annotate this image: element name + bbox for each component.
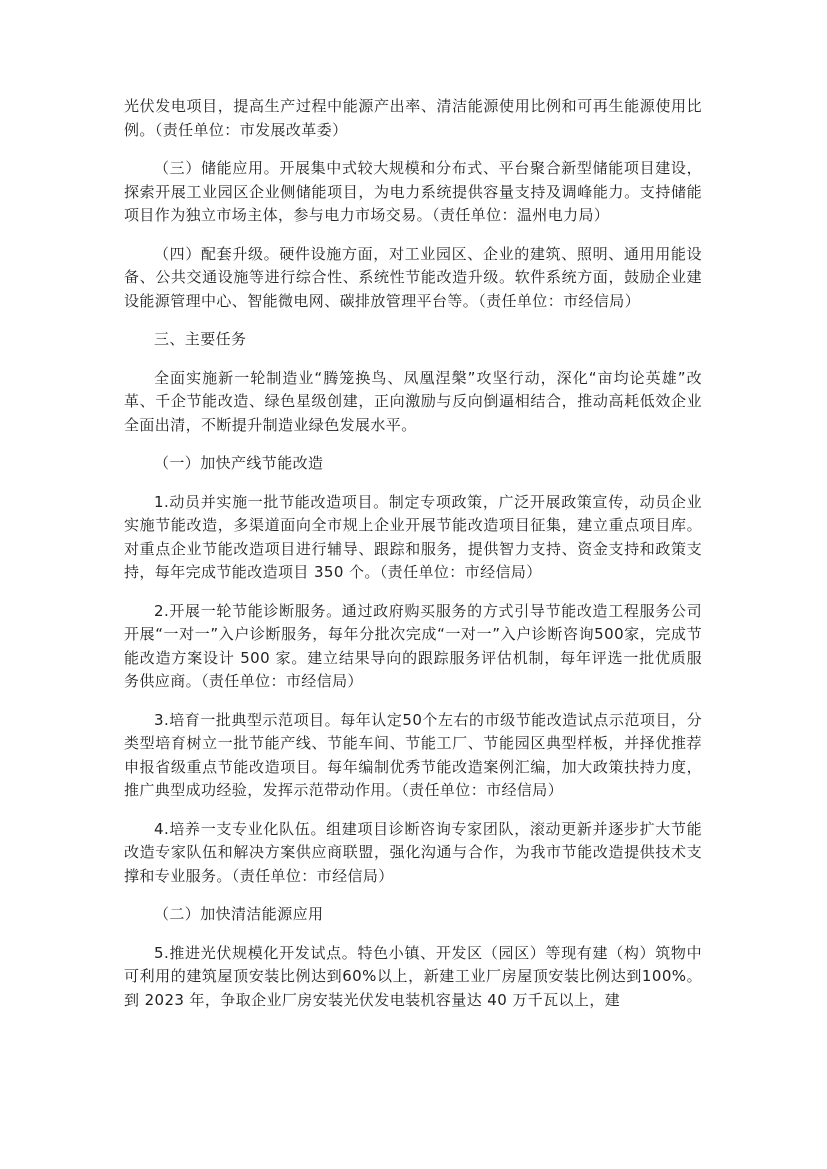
paragraph-item-3: 3.培育一批典型示范项目。每年认定50个左右的市级节能改造试点示范项目，分类型培育树立一批节能产线、节能车间、节能工厂、节能园区典型样板，并择优推荐申报省级重点节能改造项目。每年编制优秀节能改造案例汇编，加大政策扶持力度，推广典型成功经验，发挥示范带动作用。（责任单位：市经信局） (124, 710, 702, 799)
paragraph-continuation: 光伏发电项目，提高生产过程中能源产出率、清洁能源使用比例和可再生能源使用比例。（责任单位：市发展改革委） (124, 97, 702, 139)
document-body (124, 95, 702, 1027)
paragraph-main-tasks-intro: 全面实施新一轮制造业“腾笼换鸟、凤凰涅槃”攻坚行动，深化“亩均论英雄”改革、千企节能改造、绿色星级创建，正向激励与反向倒逼相结合，推动高耗低效企业全面出清，不断提升制造业绿色发展水平。 (124, 368, 702, 434)
subsection-heading-clean-energy: （二）加快清洁能源应用 (154, 905, 324, 923)
subsection-heading-production-line: （一）加快产线节能改造 (154, 454, 324, 472)
paragraph-energy-storage: （三）储能应用。开展集中式较大规模和分布式、平台聚合新型储能项目建设，探索开展工业园区企业侧储能项目，为电力系统提供容量支持及调峰能力。支持储能项目作为独立市场主体，参与电力市场交易。（责任单位：温州电力局） (124, 159, 702, 224)
paragraph-supporting-upgrade: （四）配套升级。硬件设施方面，对工业园区、企业的建筑、照明、通用用能设备、公共交通设施等进行综合性、系统性节能改造升级。软件系统方面，鼓励企业建设能源管理中心、智能微电网、碳排放管理平台等。（责任单位：市经信局） (124, 244, 702, 310)
paragraph-item-2: 2.开展一轮节能诊断服务。通过政府购买服务的方式引导节能改造工程服务公司开展“一对一”入户诊断服务，每年分批次完成“一对一”入户诊断咨询500家，完成节能改造方案设计 500 家。建立结果导向的跟踪服务评估机制，每年评选一批优质服务供应商。（责任单位：市经信局） (124, 601, 702, 690)
paragraph-item-5: 5.推进光伏规模化开发试点。特色小镇、开发区（园区）等现有建（构）筑物中可利用的建筑屋顶安装比例达到60%以上，新建工业厂房屋顶安装比例达到100%。到 2023 年，争取企业厂房安装光伏发电装机容量达 40 万千瓦以上，建 (124, 943, 702, 1009)
paragraph-item-4: 4.培养一支专业化队伍。组建项目诊断咨询专家团队，滚动更新并逐步扩大节能改造专家队伍和解决方案供应商联盟，强化沟通与合作，为我市节能改造提供技术支撑和专业服务。（责任单位：市经信局） (124, 819, 702, 885)
section-heading-main-tasks: 三、主要任务 (154, 330, 247, 348)
paragraph-item-1: 1.动员并实施一批节能改造项目。制定专项政策，广泛开展政策宣传，动员企业实施节能改造，多渠道面向全市规上企业开展节能改造项目征集，建立重点项目库。对重点企业节能改造项目进行辅导、跟踪和服务，提供智力支持、资金支持和政策支持，每年完成节能改造项目 350 个。（责任单位：市经信局） (124, 492, 702, 581)
